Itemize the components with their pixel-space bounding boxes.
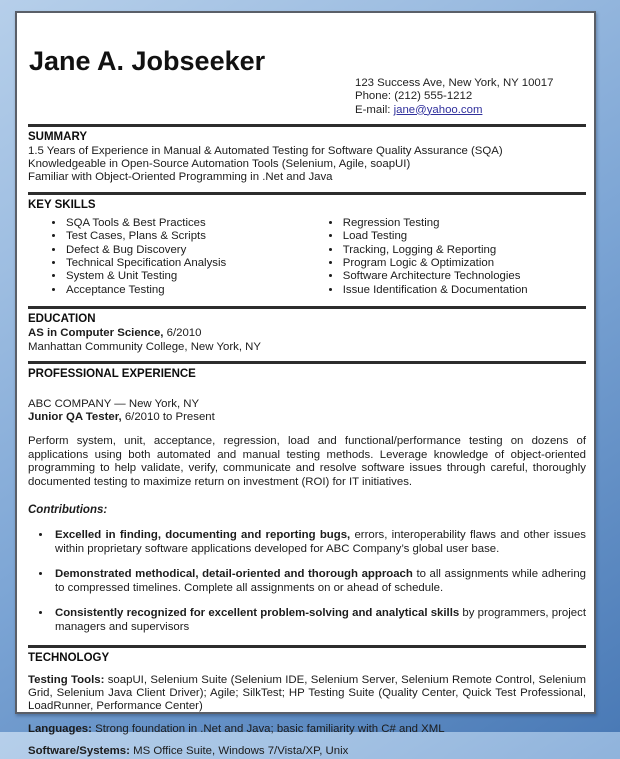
section-heading-summary: SUMMARY (28, 130, 87, 143)
job-dates: 6/2010 to Present (121, 411, 215, 424)
bullet-rest: errors, interoperability flaws and other issues within proprietary software applications developed for ABC Company’s global user base. (55, 529, 586, 555)
contact-address: 123 Success Ave, New York, NY 10017 (355, 77, 554, 89)
bullet-rest: to all assignments while adhering to compressed timelines. Complete all assignments on or ahead of schedule. (55, 568, 586, 594)
education-degree (28, 327, 586, 340)
skill-item: • Issue Identification & Documentation (342, 284, 586, 297)
tech-label: Languages: (28, 722, 92, 735)
experience-title (28, 411, 586, 424)
section-heading-key-skills: KEY SKILLS (28, 198, 96, 211)
resume-name: Jane A. Jobseeker (29, 46, 266, 76)
skill-item: • Program Logic & Optimization (342, 257, 586, 270)
bullet-rest: by programmers, project managers and supervisors (55, 607, 586, 633)
degree-name: AS in Computer Science, (28, 327, 164, 340)
tech-row-testing-tools (28, 674, 586, 714)
skill-item: • Load Testing (342, 230, 586, 243)
skill-item: • System & Unit Testing (65, 270, 324, 283)
section-heading-technology: TECHNOLOGY (28, 651, 110, 664)
summary-line: Knowledgeable in Open-Source Automation Tools (Selenium, Agile, soapUI) (28, 158, 411, 171)
contribution-bullet (52, 607, 586, 634)
job-title: Junior QA Tester, (28, 411, 122, 424)
email-link[interactable]: jane@yahoo.com (393, 103, 483, 116)
summary-line: Familiar with Object-Oriented Programming in .Net and Java (28, 171, 333, 184)
bullet-lead: Consistently recognized for excellent problem-solving and analytical skills (55, 607, 460, 620)
experience-company: ABC COMPANY — New York, NY (28, 397, 200, 410)
key-skills-right-column (324, 217, 586, 297)
contact-phone: Phone: (212) 555-1212 (355, 90, 473, 103)
tech-text: soapUI, Selenium Suite (Selenium IDE, Selenium Server, Selenium Remote Control, Selenium Grid, Selenium Java Client Driver); Agile; SilkTest; HP Testing Suite (Quality Center, Quick Test Professional, LoadRunner, Performance Center) (28, 673, 586, 713)
skill-item: • Technical Specification Analysis (65, 257, 324, 270)
contribution-bullet (52, 568, 586, 595)
education-school: Manhattan Community College, New York, NY (28, 340, 261, 353)
summary-block (28, 145, 586, 185)
skill-item: • Test Cases, Plans & Scripts (65, 230, 324, 243)
section-divider (28, 645, 586, 648)
summary-line: 1.5 Years of Experience in Manual & Automated Testing for Software Quality Assurance (SQA) (28, 144, 503, 157)
key-skills-left-column (28, 217, 324, 297)
key-skills-columns (28, 217, 586, 297)
skill-item: • Defect & Bug Discovery (65, 244, 324, 257)
skill-item: • Software Architecture Technologies (342, 270, 586, 283)
bullet-lead: Excelled in finding, documenting and reporting bugs, (55, 529, 351, 542)
skill-item: • Regression Testing (342, 217, 586, 230)
skill-item: • Acceptance Testing (65, 284, 324, 297)
contact-block (355, 77, 586, 117)
tech-text: MS Office Suite, Windows 7/Vista/XP, Unix (129, 745, 349, 758)
tech-row-languages (28, 723, 586, 736)
tech-label: Testing Tools: (28, 673, 105, 686)
skill-item: • SQA Tools & Best Practices (65, 217, 324, 230)
contact-email-row (355, 104, 586, 117)
section-heading-education: EDUCATION (28, 313, 96, 326)
section-divider (28, 306, 586, 309)
section-divider (28, 361, 586, 364)
degree-date: 6/2010 (163, 327, 202, 340)
contributions-label: Contributions: (28, 504, 108, 517)
email-label: E-mail: (355, 103, 394, 116)
contributions-list (28, 529, 586, 635)
experience-description: Perform system, unit, acceptance, regression, load and functional/performance testing on dozens of applications using both automated and manual testing methods. Leverage knowledge of object-oriented programming to help validate, verify, communicate and resolve software issues through careful, thoroughly documented testing to maximize return on investment (ROI) for IT initiatives. (28, 435, 586, 488)
section-divider (28, 124, 586, 127)
resume-page (15, 11, 596, 758)
section-divider (28, 192, 586, 195)
tech-label: Software/Systems: (28, 745, 130, 758)
education-block (28, 327, 586, 354)
tech-text: Strong foundation in .Net and Java; basic familiarity with C# and XML (91, 722, 445, 735)
contribution-bullet (52, 529, 586, 556)
tech-row-software-systems (28, 745, 586, 758)
section-heading-experience: PROFESSIONAL EXPERIENCE (28, 367, 196, 380)
bullet-lead: Demonstrated methodical, detail-oriented and thorough approach (55, 568, 413, 581)
skill-item: • Tracking, Logging & Reporting (342, 244, 586, 257)
